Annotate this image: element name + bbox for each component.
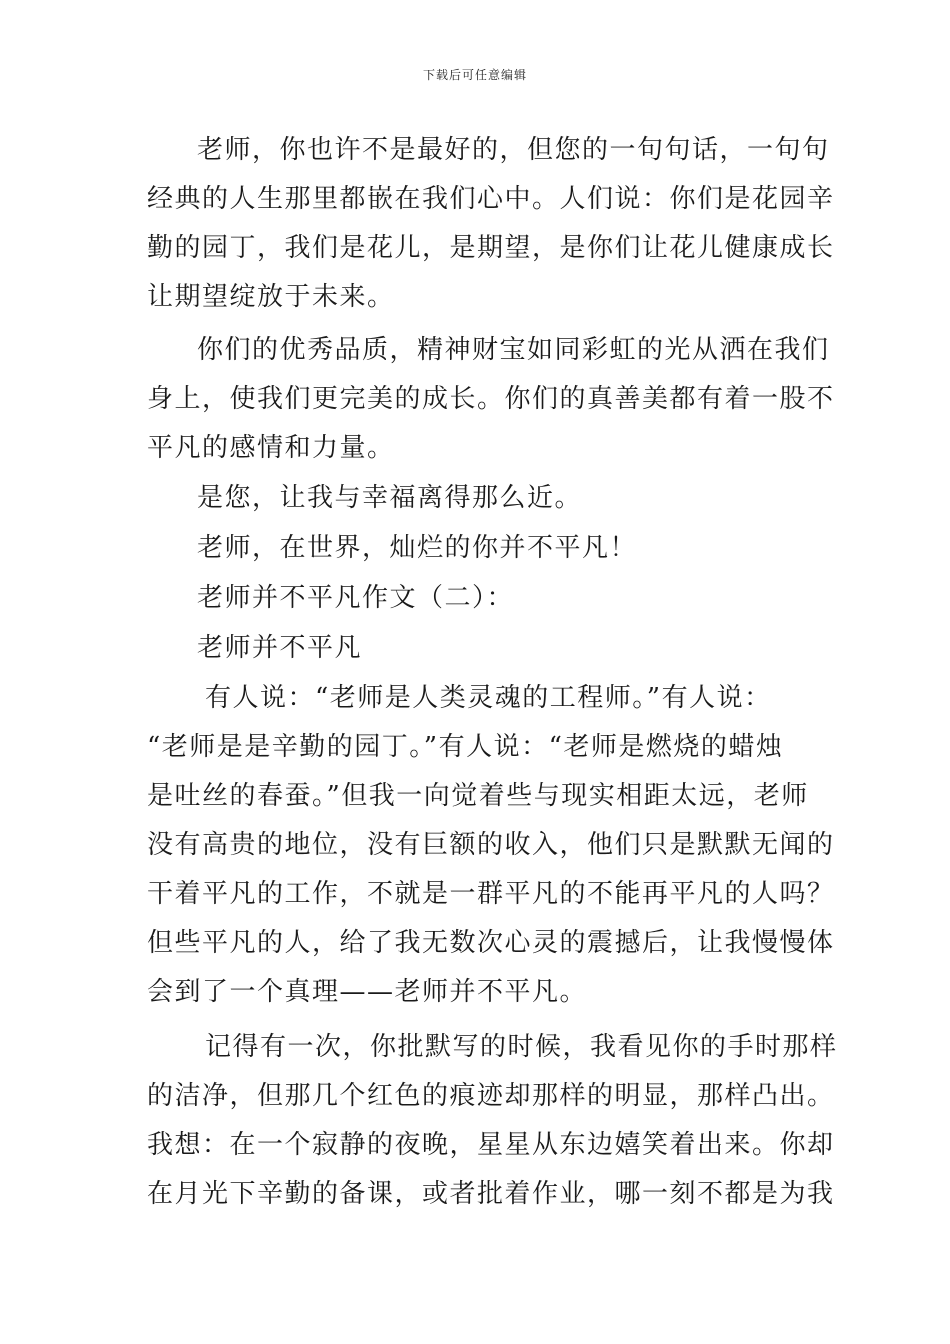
text-line: 是吐丝的春蚕。”但我一向觉着些与现实相距太远，老师: [147, 781, 809, 811]
text-line: 在月光下辛勤的备课，或者批着作业，哪一刻不都是为我: [147, 1179, 835, 1209]
text-line: 平凡的感情和力量。: [147, 433, 395, 463]
text-line: 身上，使我们更完美的成长。你们的真善美都有着一股不: [147, 384, 835, 414]
text-line: 的洁净，但那几个红色的痕迹却那样的明显，那样凸出。: [147, 1081, 835, 1111]
text-line: 但些平凡的人，给了我无数次心灵的震撼后，让我慢慢体: [147, 928, 835, 958]
text-line: 有人说：“老师是人类灵魂的工程师。”有人说：: [205, 683, 772, 713]
text-line: 让期望绽放于未来。: [147, 282, 395, 312]
text-line: 勤的园丁，我们是花儿，是期望，是你们让花儿健康成长: [147, 233, 835, 263]
text-line: 老师，在世界，灿烂的你并不平凡！: [197, 533, 638, 563]
text-line: 会到了一个真理——老师并不平凡。: [147, 977, 588, 1007]
text-line: 干着平凡的工作，不就是一群平凡的不能再平凡的人吗？: [147, 879, 835, 909]
text-line: 我想：在一个寂静的夜晚，星星从东边嬉笑着出来。你却: [147, 1130, 835, 1160]
article-title: 老师并不平凡: [197, 633, 363, 663]
page-header: 下载后可任意编辑: [422, 68, 527, 82]
text-line: 记得有一次，你批默写的时候，我看见你的手时那样: [205, 1032, 838, 1062]
text-line: 老师，你也许不是最好的，但您的一句句话，一句句: [197, 135, 830, 165]
text-line: 是您，让我与幸福离得那么近。: [197, 483, 583, 513]
text-line: 你们的优秀品质，精神财宝如同彩虹的光从洒在我们: [197, 335, 830, 365]
text-line: 经典的人生那里都嵌在我们心中。人们说：你们是花园辛: [147, 184, 835, 214]
text-line: “老师是是辛勤的园丁。”有人说：“老师是燃烧的蜡烛: [147, 732, 784, 762]
text-line: 没有高贵的地位，没有巨额的收入，他们只是默默无闻的: [147, 830, 835, 860]
section-heading: 老师并不平凡作文（二）：: [197, 583, 515, 613]
